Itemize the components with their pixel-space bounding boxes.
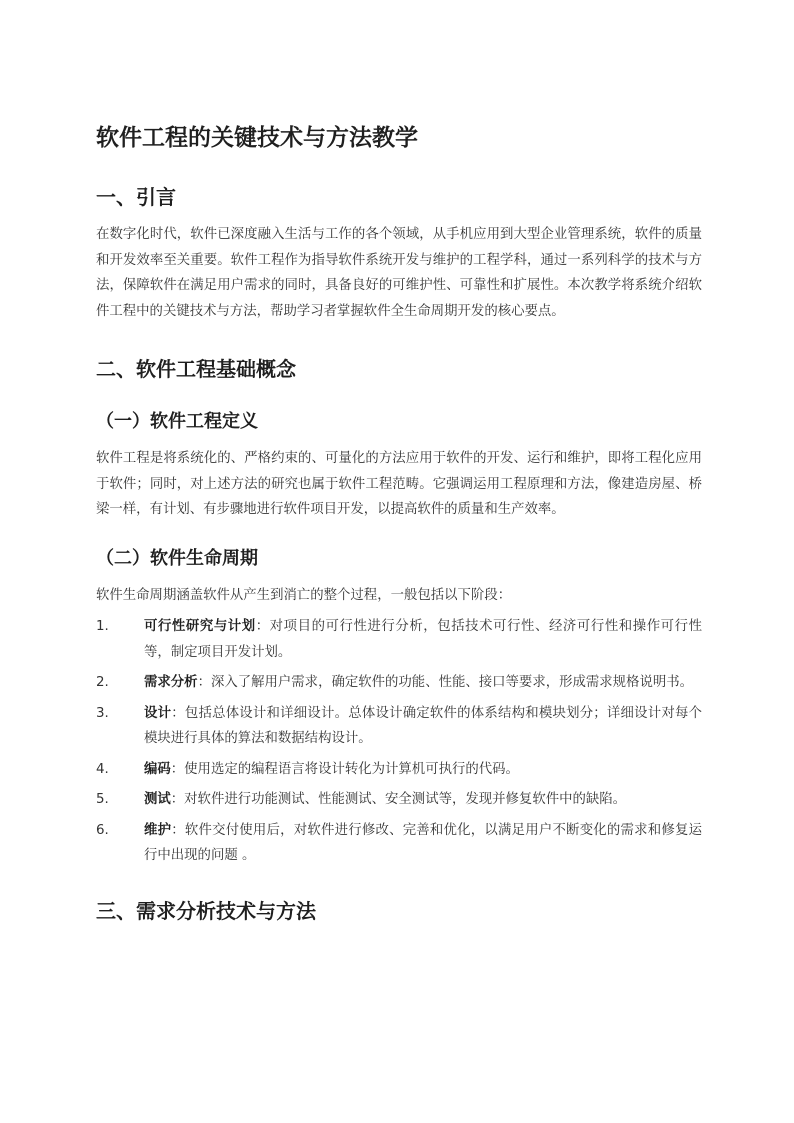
phase-term: 维护 [144, 822, 172, 838]
list-item [96, 818, 702, 869]
phase-term: 可行性研究与计划 [144, 619, 256, 634]
intro-paragraph: 在数字化时代，软件已深度融入生活与工作的各个领域，从手机应用到大型企业管理系统，软件的质量和开发效率至关重要。软件工程作为指导软件系统开发与维护的工程学科，通过一系列科学的技术与方法，保障软件在满足用户需求的同时，具备良好的可维护性、可靠性和扩展性。本次教学将系统介绍软件工程中的关键技术与方法，帮助学习者掌握软件全生命周期开发的核心要点。 [96, 227, 702, 319]
phase-term: 设计 [144, 705, 172, 721]
section-heading-basics: 二、软件工程基础概念 [96, 357, 296, 381]
phase-term: 测试 [144, 792, 171, 807]
phase-term: 需求分析 [144, 675, 198, 690]
document-title: 软件工程的关键技术与方法教学 [96, 125, 418, 151]
list-number: 3. [96, 705, 109, 721]
phase-description: ：对软件进行功能测试、性能测试、安全测试等，发现并修复软件中的缺陷。 [170, 792, 627, 807]
subsection-heading-definition: （一）软件工程定义 [96, 411, 258, 432]
document-page [96, 118, 702, 936]
phase-description: ：对项目的可行性进行分析，包括技术可行性、经济可行性和操作可行性等，制定项目开发计划。 [144, 619, 703, 660]
list-number: 5. [96, 792, 109, 807]
phase-description: ：软件交付使用后，对软件进行修改、完善和优化，以满足用户不断变化的需求和修复运行中出现的问题 。 [144, 822, 703, 863]
list-number: 1. [96, 619, 109, 634]
list-number: 2. [96, 675, 109, 690]
phase-description: ：包括总体设计和详细设计。总体设计确定软件的体系结构和模块划分；详细设计对每个模块进行具体的算法和数据结构设计。 [144, 705, 703, 746]
definition-paragraph: 软件工程是将系统化的、严格约束的、可量化的方法应用于软件的开发、运行和维护，即将工程化应用于软件；同时，对上述方法的研究也属于软件工程范畴。它强调运用工程原理和方法，像建造房屋、桥梁一样，有计划、有步骤地进行软件项目开发，以提高软件的质量和生产效率。 [96, 451, 702, 517]
list-number: 4. [96, 761, 109, 777]
phase-term: 编码 [144, 761, 171, 777]
list-item [96, 670, 702, 696]
list-number: 6. [96, 822, 109, 838]
section-heading-intro: 一、引言 [96, 185, 176, 209]
section-heading-requirements: 三、需求分析技术与方法 [96, 898, 316, 923]
list-item [96, 614, 702, 665]
phase-description: ：使用选定的编程语言将设计转化为计算机可执行的代码。 [170, 761, 519, 777]
lifecycle-intro: 软件生命周期涵盖软件从产生到消亡的整个过程，一般包括以下阶段： [96, 587, 512, 603]
lifecycle-phase-list [96, 614, 702, 869]
list-item [96, 787, 702, 813]
list-item [96, 757, 702, 783]
subsection-heading-lifecycle: （二）软件生命周期 [96, 547, 258, 569]
phase-description: ：深入了解用户需求，确定软件的功能、性能、接口等要求，形成需求规格说明书。 [197, 675, 694, 690]
list-item [96, 701, 702, 752]
